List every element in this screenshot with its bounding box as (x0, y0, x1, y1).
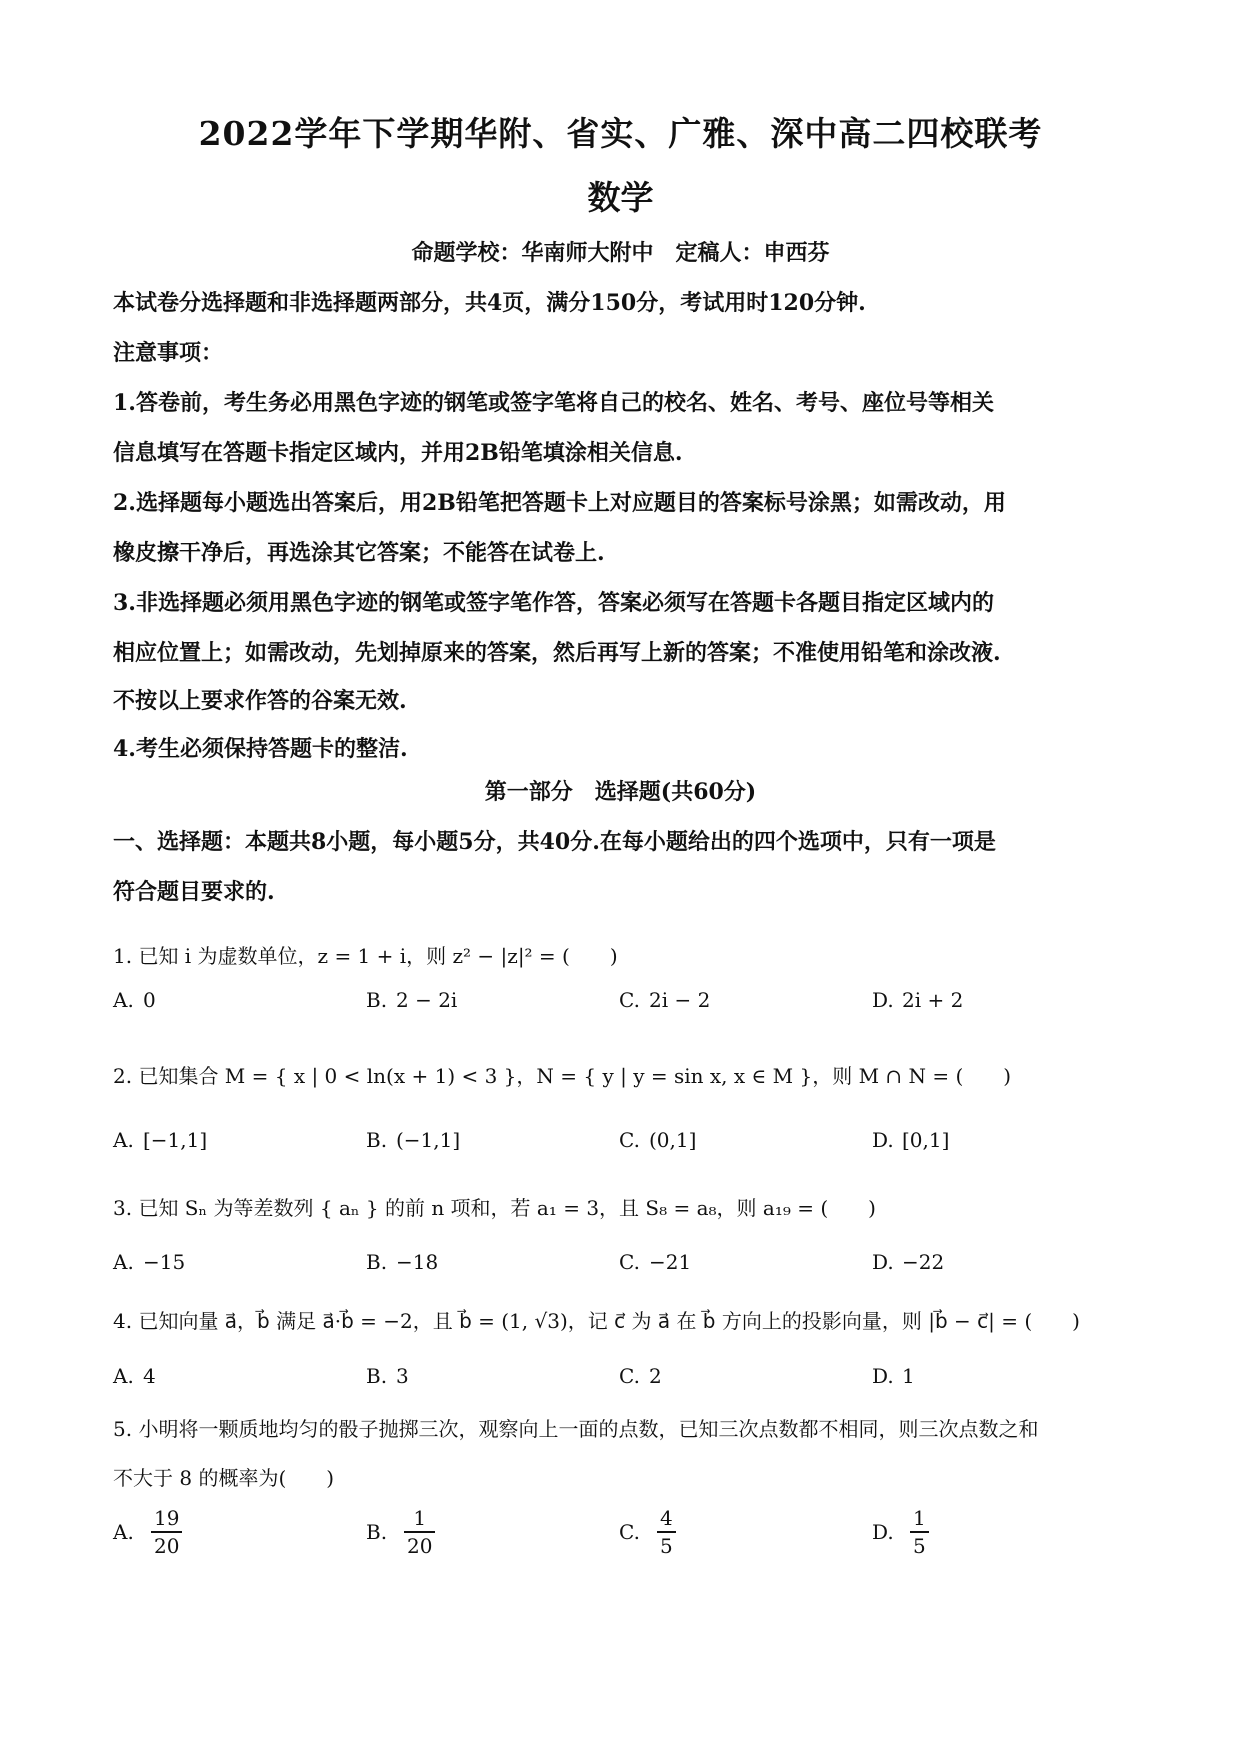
question-4-stem: 4. 已知向量 a⃗，b⃗ 满足 a⃗·b⃗ = −2，且 b⃗ = (1, √3)，记 c⃗ 为 a⃗ 在 b⃗ 方向上的投影向量，则 |b⃗ − c⃗| = ( ) (113, 1309, 1080, 1333)
option-d (872, 1364, 915, 1388)
notice-heading: 注意事项： (113, 340, 224, 366)
option-label: B. (366, 1128, 388, 1152)
option-label: D. (872, 1128, 894, 1152)
option-d (872, 1505, 929, 1559)
option-label: C. (619, 988, 640, 1012)
option-value: 0 (143, 988, 156, 1012)
option-c (619, 1364, 662, 1388)
option-a (113, 1128, 207, 1152)
option-label: A. (113, 1250, 134, 1274)
option-label: D. (872, 1364, 894, 1388)
option-a (113, 1364, 156, 1388)
option-d (872, 1128, 949, 1152)
option-d (872, 988, 963, 1012)
question-2-options (113, 1128, 1143, 1168)
notice-1b: 信息填写在答题卡指定区域内，并用2B铅笔填涂相关信息. (113, 440, 683, 466)
option-value: [−1,1] (143, 1128, 208, 1152)
option-value: 4 (143, 1364, 156, 1388)
option-c (619, 1505, 676, 1559)
notice-2a: 2.选择题每小题选出答案后，用2B铅笔把答题卡上对应题目的答案标号涂黑；如需改动，用 (113, 490, 1006, 516)
option-label: D. (872, 1519, 894, 1544)
option-label: A. (113, 1128, 134, 1152)
option-value: 1 (902, 1364, 915, 1388)
option-a (113, 1505, 182, 1559)
option-label: D. (872, 988, 894, 1012)
option-value: 2 − 2i (396, 988, 458, 1012)
option-b (366, 1250, 438, 1274)
question-4-options (113, 1364, 1143, 1404)
notice-1a: 1.答卷前，考生务必用黑色字迹的钢笔或签字笔将自己的校名、姓名、考号、座位号等相关 (113, 390, 994, 416)
option-label: B. (366, 988, 388, 1012)
option-label: C. (619, 1364, 640, 1388)
option-value: −22 (902, 1250, 945, 1274)
option-label: D. (872, 1250, 894, 1274)
question-1-options (113, 988, 1143, 1028)
part1-desc-a: 一、选择题：本题共8小题，每小题5分，共40分.在每小题给出的四个选项中，只有一项是 (113, 829, 996, 855)
option-value: −21 (649, 1250, 692, 1274)
option-label: C. (619, 1128, 640, 1152)
option-label: B. (366, 1250, 388, 1274)
option-value: 3 (396, 1364, 409, 1388)
denominator: 5 (913, 1533, 926, 1558)
question-5-options (113, 1505, 1143, 1565)
numerator: 4 (660, 1506, 673, 1530)
option-value: [0,1] (902, 1128, 950, 1152)
fraction (910, 1505, 929, 1559)
exam-meta: 命题学校：华南师大附中 定稿人：申西芬 (411, 240, 830, 266)
part1-desc-b: 符合题目要求的. (113, 879, 275, 905)
intro-line: 本试卷分选择题和非选择题两部分，共4页，满分150分，考试用时120分钟. (113, 290, 866, 316)
option-value: (−1,1] (396, 1128, 461, 1152)
exam-title: 2022学年下学期华附、省实、广雅、深中高二四校联考 (198, 114, 1043, 153)
option-label: C. (619, 1519, 640, 1544)
option-value: −18 (396, 1250, 439, 1274)
option-a (113, 988, 156, 1012)
option-value: 2 (649, 1364, 662, 1388)
option-c (619, 988, 710, 1012)
option-b (366, 1505, 435, 1559)
denominator: 20 (407, 1533, 433, 1558)
option-b (366, 988, 457, 1012)
option-value: 2i + 2 (902, 988, 964, 1012)
notice-3a: 3.非选择题必须用黑色字迹的钢笔或签字笔作答，答案必须写在答题卡各题目指定区域内的 (113, 590, 994, 616)
fraction (404, 1505, 435, 1559)
option-a (113, 1250, 185, 1274)
option-label: A. (113, 988, 134, 1012)
option-label: A. (113, 1364, 134, 1388)
notice-3b: 相应位置上；如需改动，先划掉原来的答案，然后再写上新的答案；不准使用铅笔和涂改液. (113, 640, 1001, 666)
option-label: C. (619, 1250, 640, 1274)
numerator: 1 (913, 1506, 926, 1530)
question-3-stem: 3. 已知 Sₙ 为等差数列 { aₙ } 的前 n 项和，若 a₁ = 3，且 S₈ = a₈，则 a₁₉ = ( ) (113, 1196, 876, 1220)
denominator: 20 (154, 1533, 180, 1558)
question-5-stem-b: 不大于 8 的概率为( ) (113, 1466, 335, 1490)
option-b (366, 1128, 460, 1152)
option-b (366, 1364, 409, 1388)
numerator: 1 (413, 1506, 427, 1530)
notice-4: 4.考生必须保持答题卡的整洁. (113, 736, 408, 762)
question-3-options (113, 1250, 1143, 1290)
notice-2b: 橡皮擦干净后，再选涂其它答案；不能答在试卷上. (113, 540, 605, 566)
question-1-stem: 1. 已知 i 为虚数单位，z = 1 + i，则 z² − |z|² = ( ) (113, 944, 618, 968)
question-5-stem-a: 5. 小明将一颗质地均匀的骰子抛掷三次，观察向上一面的点数，已知三次点数都不相同，则三次点数之和 (113, 1417, 1039, 1441)
notice-3c: 不按以上要求作答的谷案无效. (113, 688, 407, 714)
option-label: B. (366, 1519, 388, 1544)
option-c (619, 1250, 691, 1274)
numerator: 19 (154, 1506, 180, 1530)
option-value: (0,1] (649, 1128, 697, 1152)
option-c (619, 1128, 696, 1152)
option-value: −15 (143, 1250, 186, 1274)
denominator: 5 (660, 1533, 673, 1558)
fraction (151, 1505, 182, 1559)
option-d (872, 1250, 944, 1274)
part1-title: 第一部分 选择题(共60分) (484, 779, 757, 805)
question-2-stem: 2. 已知集合 M = { x | 0 < ln(x + 1) < 3 }，N = { y | y = sin x, x ∈ M }，则 M ∩ N = ( ) (113, 1064, 1012, 1088)
option-label: B. (366, 1364, 388, 1388)
exam-subject: 数学 (587, 178, 654, 217)
fraction (657, 1505, 676, 1559)
option-value: 2i − 2 (649, 988, 711, 1012)
option-label: A. (113, 1519, 134, 1544)
